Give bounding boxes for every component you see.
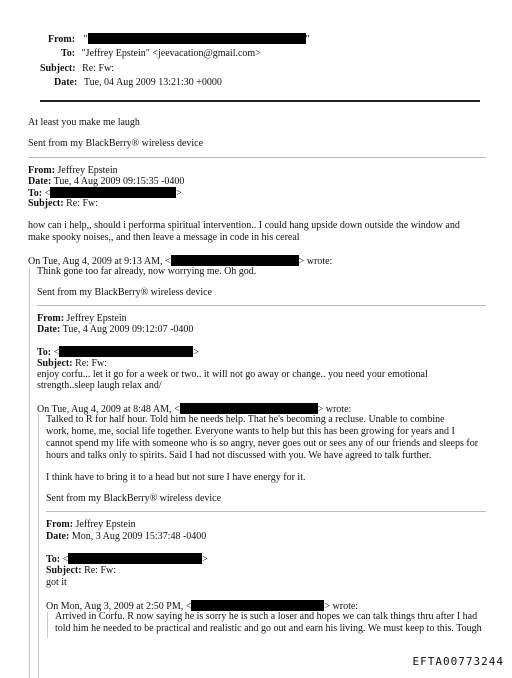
redaction-block (50, 187, 176, 198)
quote-intro-suffix: > wrote: (324, 601, 359, 612)
message-body-line: strength..sleep laugh relax and/ (37, 380, 162, 391)
redaction-block (68, 553, 202, 564)
quote-intro-prefix: On Tue, Aug 4, 2009 at 9:13 AM, < (28, 256, 171, 267)
from-label: From: (28, 165, 56, 176)
from-label: From: (46, 519, 74, 530)
redaction-block (171, 255, 299, 266)
to-close: > (202, 554, 208, 565)
top-subject-row (40, 63, 114, 75)
message-divider (28, 157, 486, 158)
redaction-block (59, 346, 193, 357)
subject-label: Subject: (28, 198, 64, 209)
subject-value: Re: Fw: (75, 358, 108, 369)
to-close: > (176, 188, 182, 199)
message-body: At least you make me laugh (28, 117, 140, 128)
quote-intro-prefix: On Tue, Aug 4, 2009 at 8:48 AM, < (37, 404, 180, 415)
to-label: To: (46, 554, 61, 565)
to-open: < (62, 554, 69, 565)
msg3-date-row (37, 324, 193, 336)
from-value: Jeffrey Epstein (75, 519, 136, 530)
date-label: Date: (46, 531, 70, 542)
quote-body-line: cannot spend my life with someone who is so angry, never goes out or sees any of our friends and sleeps for (46, 438, 479, 449)
msg4-date-row (46, 531, 206, 543)
to-value: "Jeffrey Epstein" <jeevacation@gmail.com> (81, 48, 261, 59)
from-value: Jeffrey Epstein (57, 165, 118, 176)
date-label: Date: (37, 324, 61, 335)
signature: Sent from my BlackBerry® wireless device (37, 287, 213, 298)
quote-bar (29, 267, 30, 678)
subject-value: Re: Fw: (82, 63, 115, 74)
signature: Sent from my BlackBerry® wireless device (46, 493, 222, 504)
from-quote-close: " (305, 34, 310, 45)
header-divider (40, 100, 480, 102)
top-from-row (48, 33, 310, 46)
subject-value: Re: Fw: (84, 565, 117, 576)
top-date-row (54, 77, 222, 89)
to-label: To: (37, 347, 52, 358)
to-open: < (53, 347, 60, 358)
quote-body-line: told him he needed to be practical and realistic and go out and earn his living. We must keep to this. Tough (55, 623, 482, 634)
quote-body: Think gone too far already, now worrying me. Oh god. (37, 266, 257, 277)
quote-body-line: Arrived in Corfu. R now saying he is sorry he is such a loser and hopes we can talk things thru after I had (55, 611, 478, 622)
message-body-line: make spooky noises,, and then leave a message in code in his cereal (28, 232, 300, 243)
to-label: To: (61, 48, 76, 59)
signature: Sent from my BlackBerry® wireless device (28, 138, 204, 149)
msg4-from-row (46, 519, 136, 531)
date-label: Date: (28, 176, 52, 187)
quote-intro-prefix: On Mon, Aug 3, 2009 at 2:50 PM, < (46, 601, 192, 612)
date-label: Date: (54, 77, 78, 88)
message-divider (46, 511, 486, 512)
subject-label: Subject: (40, 63, 76, 74)
redaction-block (180, 403, 318, 414)
from-label: From: (48, 34, 76, 45)
from-label: From: (37, 313, 65, 324)
from-quote-open: " (83, 34, 88, 45)
msg2-subject-row (28, 198, 98, 210)
quote-bar (38, 415, 39, 678)
message-divider (37, 305, 486, 306)
quote-body-line: hours and talks only to spirits. Said I had not discussed with you. We have agreed to talk further. (46, 450, 432, 461)
to-open: < (44, 188, 51, 199)
quote-body: I think have to bring it to a head but not sure I have energy for it. (46, 472, 306, 483)
message-body-line: enjoy corfu... let it go for a week or two.. it will not go away or change.. you need your emotional (37, 369, 428, 380)
to-label: To: (28, 188, 43, 199)
redaction-block (88, 33, 306, 44)
quote-body-line: Talked to R for half hour. Told him he needs help. That he's becoming a recluse. Unable to combine (46, 414, 445, 425)
quote-body-line: work, home, me, social life together. Everyone wants to help but this has been growing for years and I (46, 426, 455, 437)
date-value: Tue, 04 Aug 2009 13:21:30 +0000 (83, 77, 222, 88)
top-to-row (61, 48, 261, 60)
date-value: Mon, 3 Aug 2009 15:37:48 -0400 (71, 531, 207, 542)
to-close: > (193, 347, 199, 358)
msg4-subject-row (46, 565, 116, 577)
redaction-block (191, 600, 324, 611)
document-id: EFTA00773244 (412, 655, 504, 668)
message-body: got it (46, 577, 67, 588)
message-body-line: how can i help,, should i performa spiritual intervention.. I could hang upside down outside the window and (28, 220, 460, 231)
from-value: Jeffrey Epstein (66, 313, 127, 324)
date-value: Tue, 4 Aug 2009 09:15:35 -0400 (53, 176, 185, 187)
subject-value: Re: Fw: (66, 198, 99, 209)
quote-intro-suffix: > wrote: (317, 404, 352, 415)
date-value: Tue, 4 Aug 2009 09:12:07 -0400 (62, 324, 194, 335)
quote-intro-suffix: > wrote: (298, 256, 333, 267)
subject-label: Subject: (46, 565, 82, 576)
quote-bar (47, 612, 48, 638)
subject-label: Subject: (37, 358, 73, 369)
